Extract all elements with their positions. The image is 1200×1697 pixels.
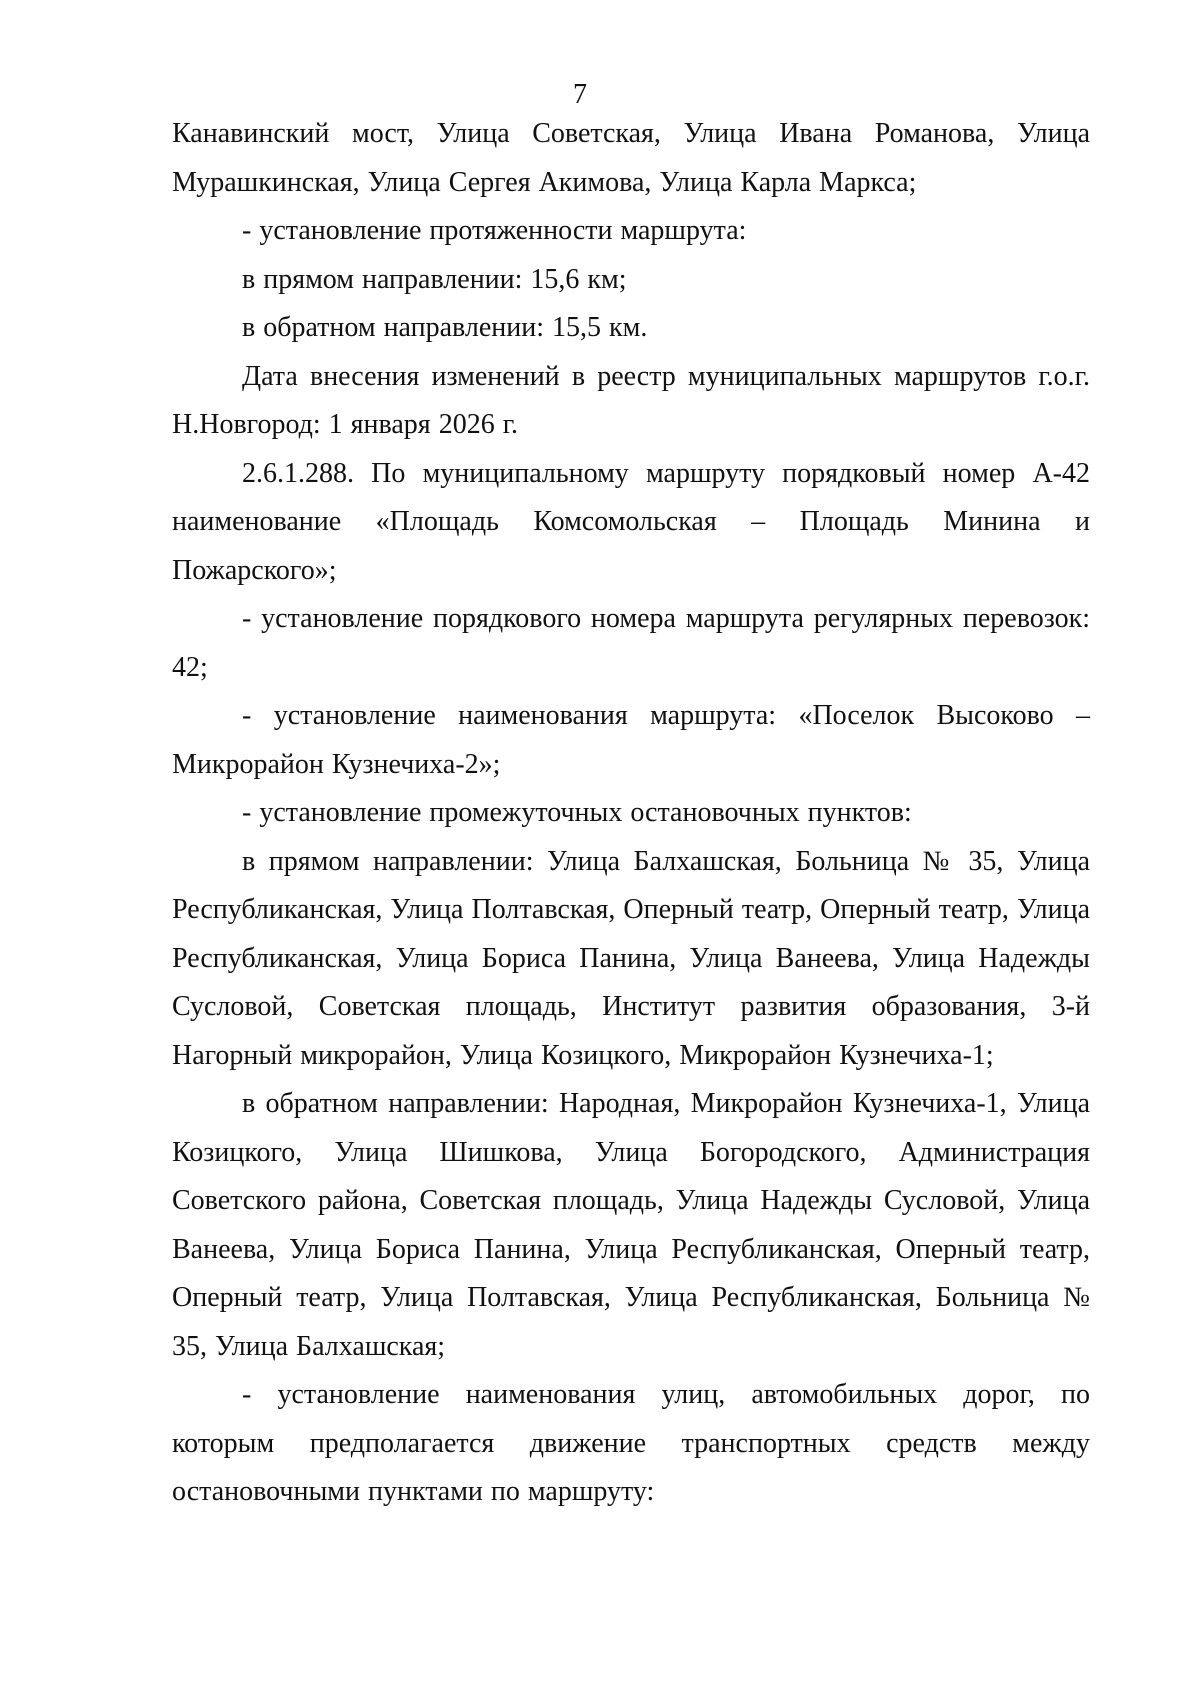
- paragraph: в обратном направлении: 15,5 км.: [242, 312, 648, 343]
- paragraph: в прямом направлении: Улица Балхашская, Больница № 35, Улица Республиканская, Улица Полтавская, Оперный театр, Оперный театр, Улица Республиканская, Улица Бориса Панина, Улица Ванеева, Улица Надежды Сусловой, Советская площадь, Институт развития образования, 3-й Нагорный микрорайон, Улица Козицкого, Микрорайон Кузнечиха-1;: [172, 845, 1090, 1071]
- paragraph: Канавинский мост, Улица Советская, Улица Ивана Романова, Улица Мурашкинская, Улица Сергея Акимова, Улица Карла Маркса;: [172, 118, 1090, 198]
- paragraph: - установление наименования маршрута: «Поселок Высоково – Микрорайон Кузнечиха-2»;: [172, 700, 1090, 780]
- paragraph: 2.6.1.288. По муниципальному маршруту порядковый номер А-42 наименование «Площадь Комсомольская – Площадь Минина и Пожарского»;: [172, 457, 1090, 586]
- page-number: 7: [573, 79, 587, 110]
- paragraph: Дата внесения изменений в реестр муниципальных маршрутов г.о.г. Н.Новгород: 1 января 2026 г.: [172, 360, 1090, 440]
- paragraph: в прямом направлении: 15,6 км;: [242, 263, 627, 295]
- paragraph: - установление промежуточных остановочных пунктов:: [242, 797, 912, 828]
- paragraph: в обратном направлении: Народная, Микрорайон Кузнечиха-1, Улица Козицкого, Улица Шишкова, Улица Богородского, Администрация Советского района, Советская площадь, Улица Надежды Сусловой, Улица Ванеева, Улица Бориса Панина, Улица Республиканская, Оперный театр, Оперный театр, Улица Полтавская, Улица Республиканская, Больница № 35, Улица Балхашская;: [172, 1088, 1090, 1362]
- paragraph: - установление порядкового номера маршрута регулярных перевозок: 42;: [172, 603, 1090, 683]
- paragraph: - установление протяженности маршрута:: [242, 215, 747, 246]
- paragraph: - установление наименования улиц, автомобильных дорог, по которым предполагается движение транспортных средств между остановочными пунктами по маршруту:: [172, 1379, 1090, 1507]
- document-body: [172, 110, 1090, 1517]
